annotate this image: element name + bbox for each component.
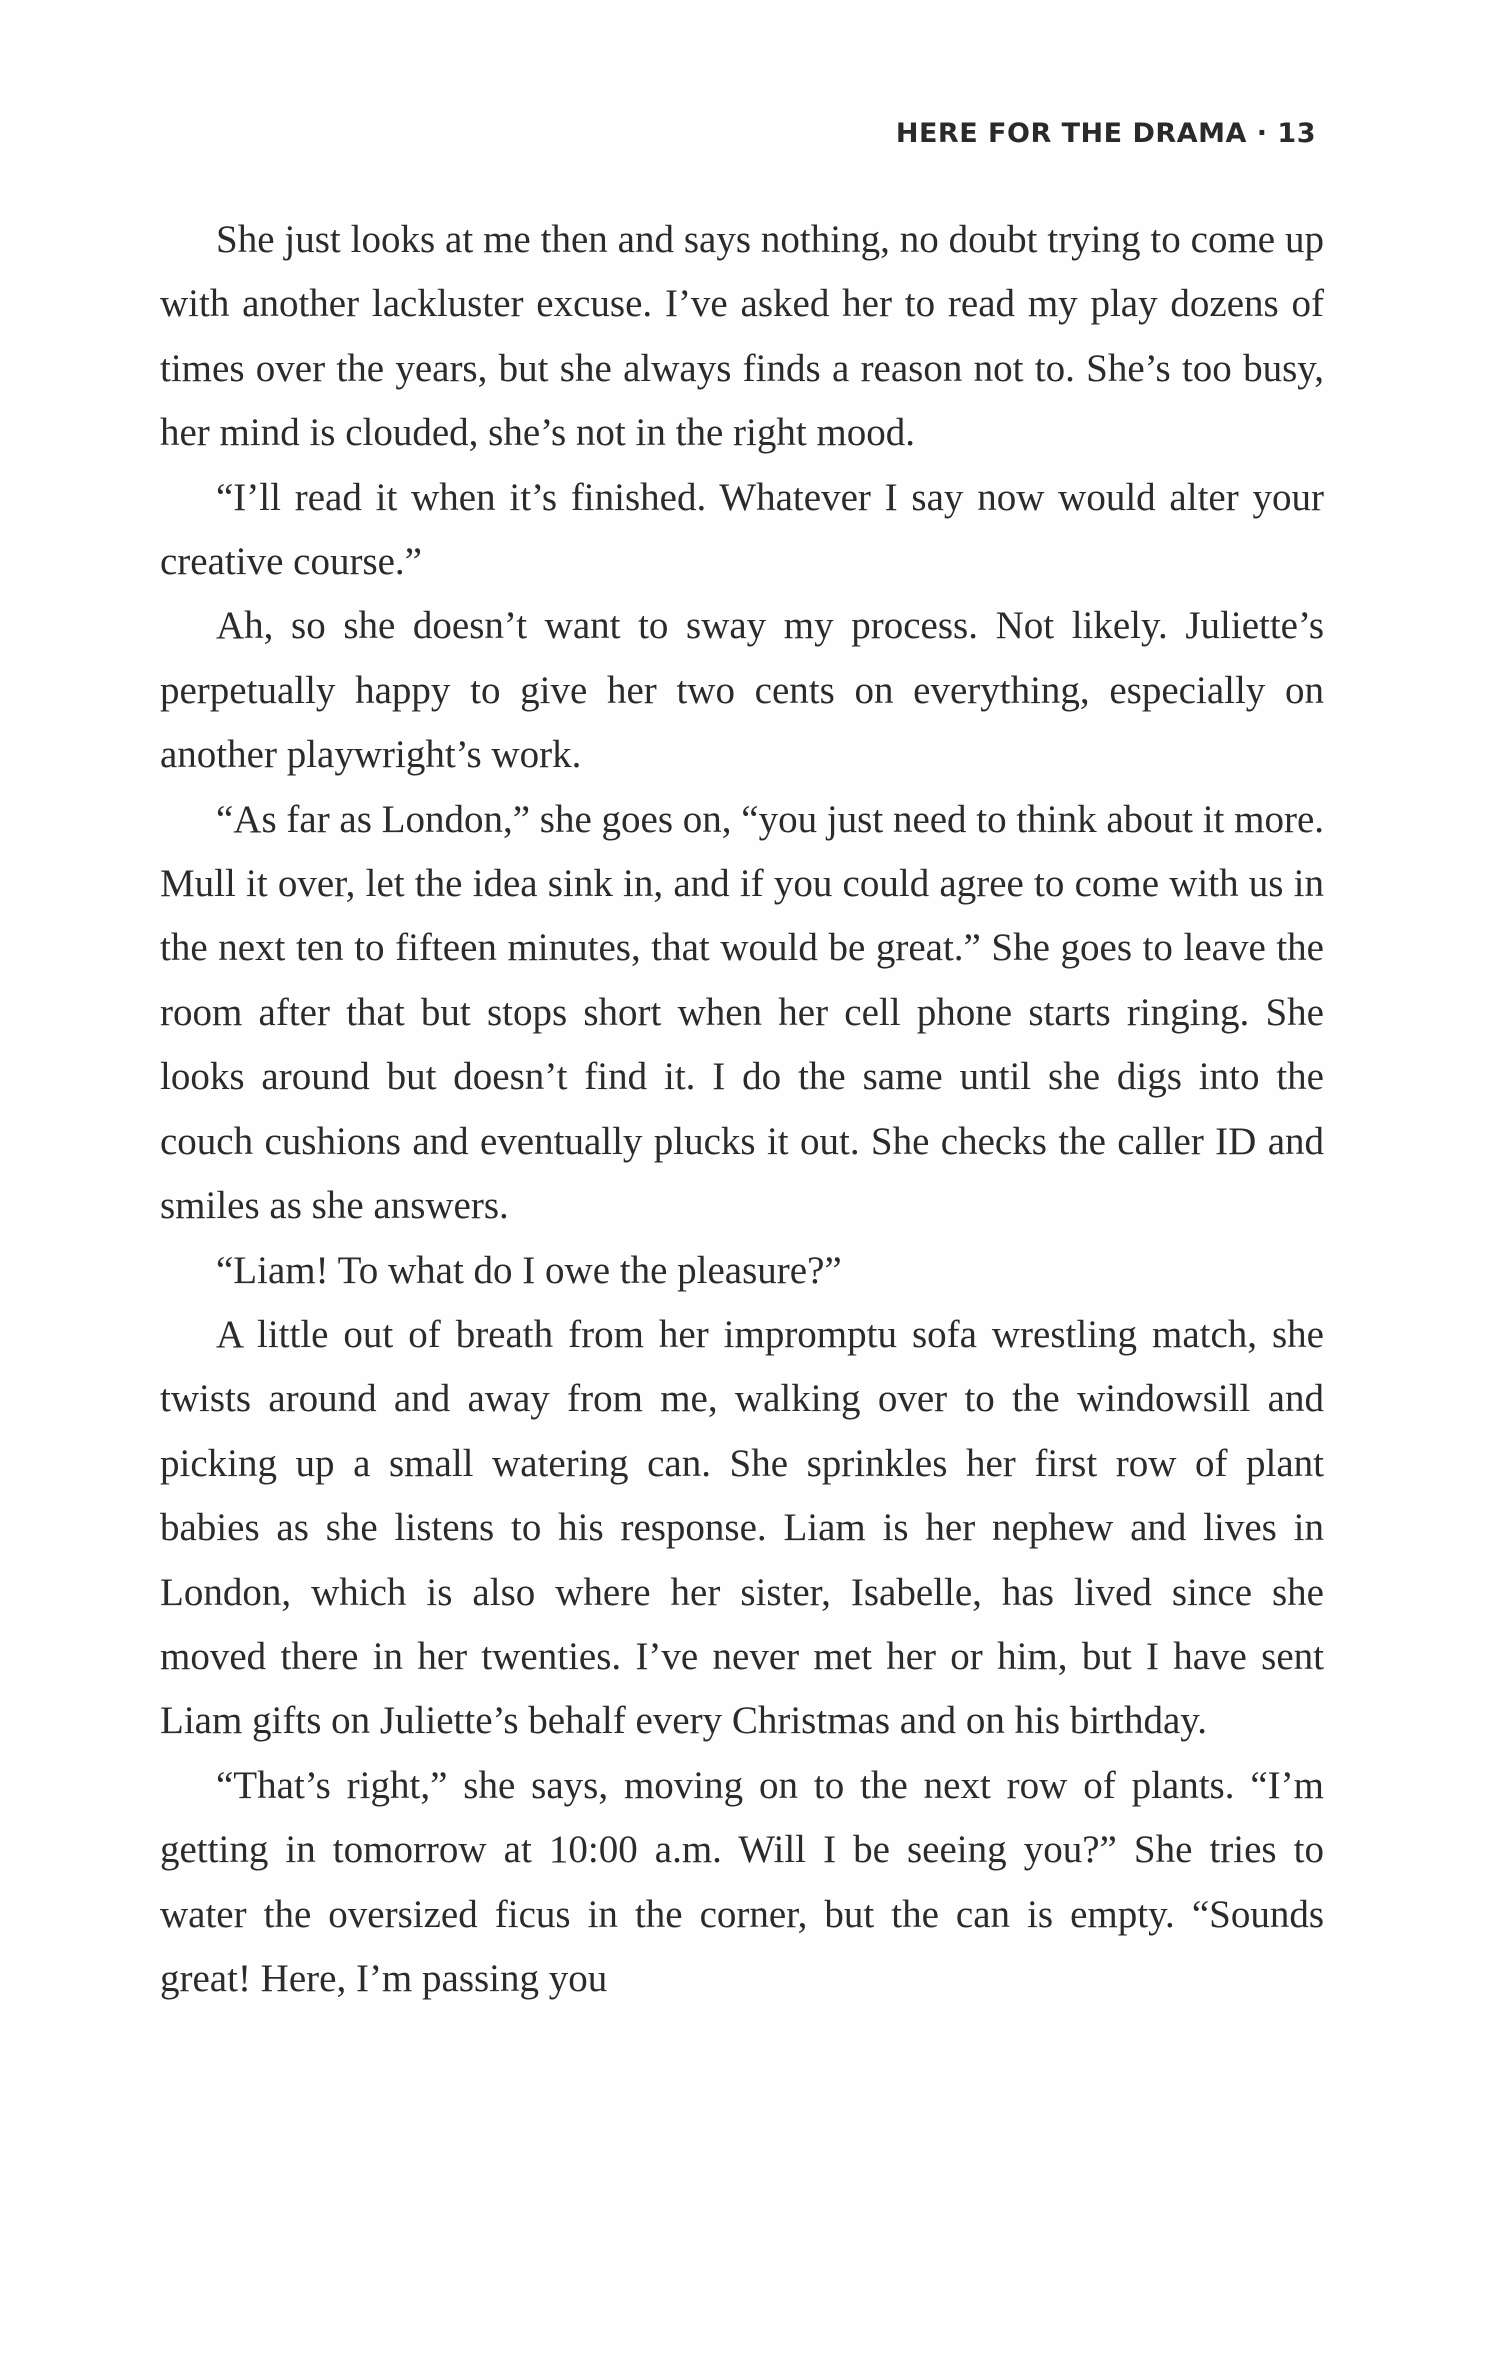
- paragraph-1: She just looks at me then and says nothing, no doubt trying to come up with another lackluster excuse. I’ve asked her to read my play dozens of times over the years, but she always finds a reason not to. She’s too busy, her mind is clouded, she’s not in the right mood.: [160, 218, 1324, 455]
- paragraph-4: “As far as London,” she goes on, “you just need to think about it more. Mull it over, let the idea sink in, and if you could agree to come with us in the next ten to fifteen minutes, that would be great.” She goes to leave the room after that but stops short when her cell phone starts ringing. She looks around but doesn’t find it. I do the same until she digs into the couch cushions and eventually plucks it out. She checks the caller ID and smiles as she answers.: [160, 797, 1325, 1228]
- paragraph-2: “I’ll read it when it’s finished. Whatever I say now would alter your creative course.”: [160, 475, 1324, 584]
- paragraph-3: Ah, so she doesn’t want to sway my process. Not likely. Juliette’s perpetually happy to give her two cents on everything, especially on another playwright’s work.: [160, 604, 1324, 777]
- paragraph-7: “That’s right,” she says, moving on to the next row of plants. “I’m getting in tomorrow at 10:00 a.m. Will I be seeing you?” She tries to water the oversized ficus in the corner, but the can is empty. “Sounds great! Here, I’m passing you: [160, 1763, 1324, 2000]
- body-text: [160, 208, 1324, 2011]
- paragraph-6: A little out of breath from her impromptu sofa wrestling match, she twists around and away from me, walking over to the windowsill and picking up a small watering can. She sprinkles her first row of plant babies as she listens to his response. Liam is her nephew and lives in London, which is also where her sister, Isabelle, has lived since she moved there in her twenties. I’ve never met her or him, but I have sent Liam gifts on Juliette’s behalf every Christmas and on his birthday.: [160, 1312, 1324, 1743]
- paragraph-5: “Liam! To what do I owe the pleasure?”: [216, 1248, 842, 1292]
- running-head: HERE FOR THE DRAMA · 13: [895, 118, 1316, 149]
